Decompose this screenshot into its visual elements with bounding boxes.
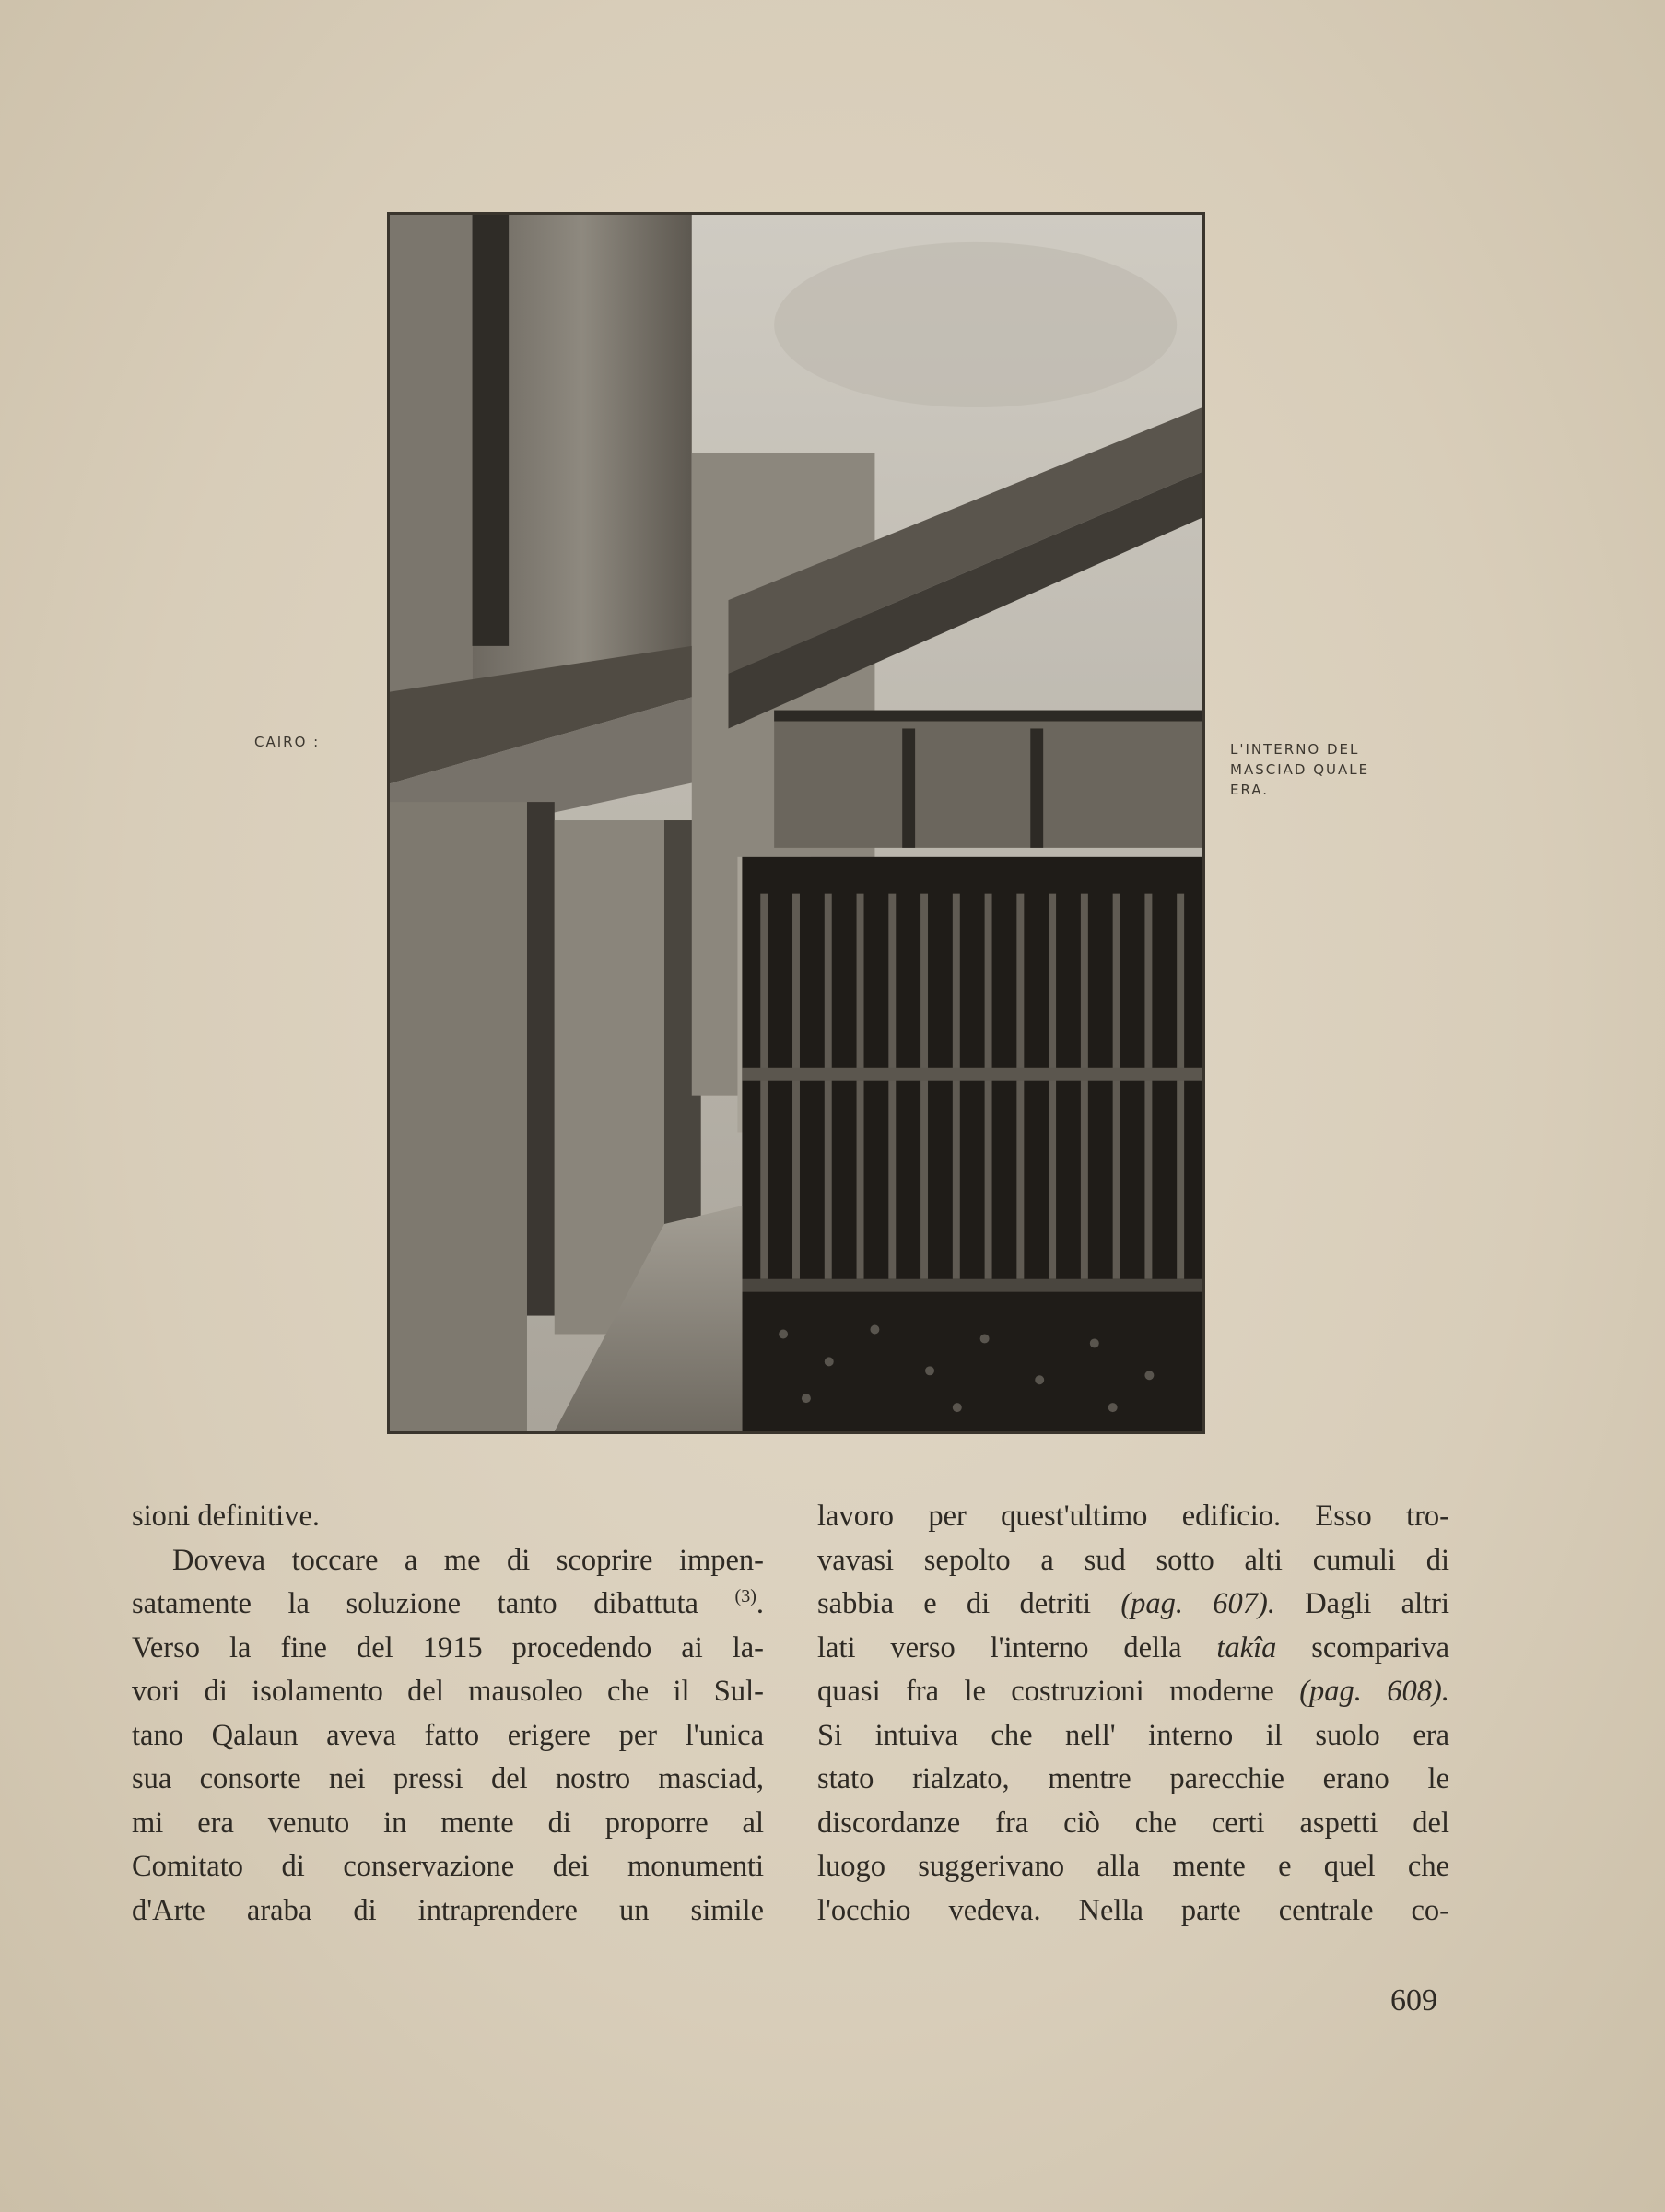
- text-line: l'occhio vedeva. Nella parte centrale co-: [817, 1893, 1449, 1927]
- text-fragment: .: [756, 1587, 764, 1620]
- figure-caption-left: CAIRO :: [254, 734, 321, 750]
- text-fragment: scompariva: [1276, 1630, 1450, 1665]
- text-line: [132, 1583, 764, 1627]
- text-fragment: Dagli altri: [1274, 1587, 1449, 1620]
- page-reference: (pag. 608).: [1299, 1675, 1449, 1708]
- text-column-left: [132, 1495, 764, 1933]
- text-line: sua consorte nei pressi del nostro masciad,: [132, 1762, 764, 1795]
- text-line: Doveva toccare a me di scoprire impen-: [172, 1543, 764, 1577]
- text-fragment: sabbia e di detriti: [817, 1587, 1121, 1620]
- text-line: stato rialzato, mentre parecchie erano le: [817, 1762, 1449, 1795]
- text-fragment: satamente la soluzione tanto dibattuta: [132, 1587, 698, 1620]
- page-number: 609: [1390, 1983, 1437, 2018]
- text-line: lavoro per quest'ultimo edificio. Esso tro-: [817, 1500, 1449, 1533]
- caption-line: L'INTERNO DEL: [1230, 741, 1360, 758]
- text-line: Verso la fine del 1915 procedendo ai la-: [132, 1630, 764, 1665]
- caption-line: ERA.: [1230, 782, 1270, 798]
- text-line: Comitato di conservazione dei monumenti: [132, 1850, 764, 1883]
- text-line: [817, 1583, 1449, 1627]
- text-line: d'Arte araba di intraprendere un simile: [132, 1893, 764, 1927]
- text-line: vavasi sepolto a sud sotto alti cumuli di: [817, 1543, 1449, 1577]
- text-line: sioni definitive.: [132, 1500, 320, 1533]
- text-line: [817, 1627, 1449, 1671]
- figure-caption-right: [1230, 739, 1414, 800]
- photo-illustration: [390, 215, 1202, 1431]
- text-line: vori di isolamento del mausoleo che il Sul-: [132, 1675, 764, 1708]
- text-fragment: lati verso l'interno della: [817, 1630, 1217, 1665]
- italic-term: takîa: [1216, 1630, 1277, 1665]
- text-line: mi era venuto in mente di proporre al: [132, 1806, 764, 1840]
- text-line: luogo suggerivano alla mente e quel che: [817, 1850, 1449, 1883]
- text-line: tano Qalaun aveva fatto erigere per l'unica: [132, 1718, 764, 1752]
- text-line: discordanze fra ciò che certi aspetti del: [817, 1806, 1449, 1840]
- text-line: Si intuiva che nell' interno il suolo era: [817, 1718, 1449, 1752]
- footnote-reference: (3): [734, 1586, 756, 1607]
- photograph-mosque-interior: [387, 212, 1205, 1434]
- caption-line: MASCIAD QUALE: [1230, 761, 1370, 778]
- page-reference: (pag. 607).: [1120, 1587, 1275, 1620]
- text-fragment: quasi fra le costruzioni moderne: [817, 1675, 1300, 1708]
- text-line: [817, 1670, 1449, 1714]
- text-column-right: [817, 1495, 1449, 1933]
